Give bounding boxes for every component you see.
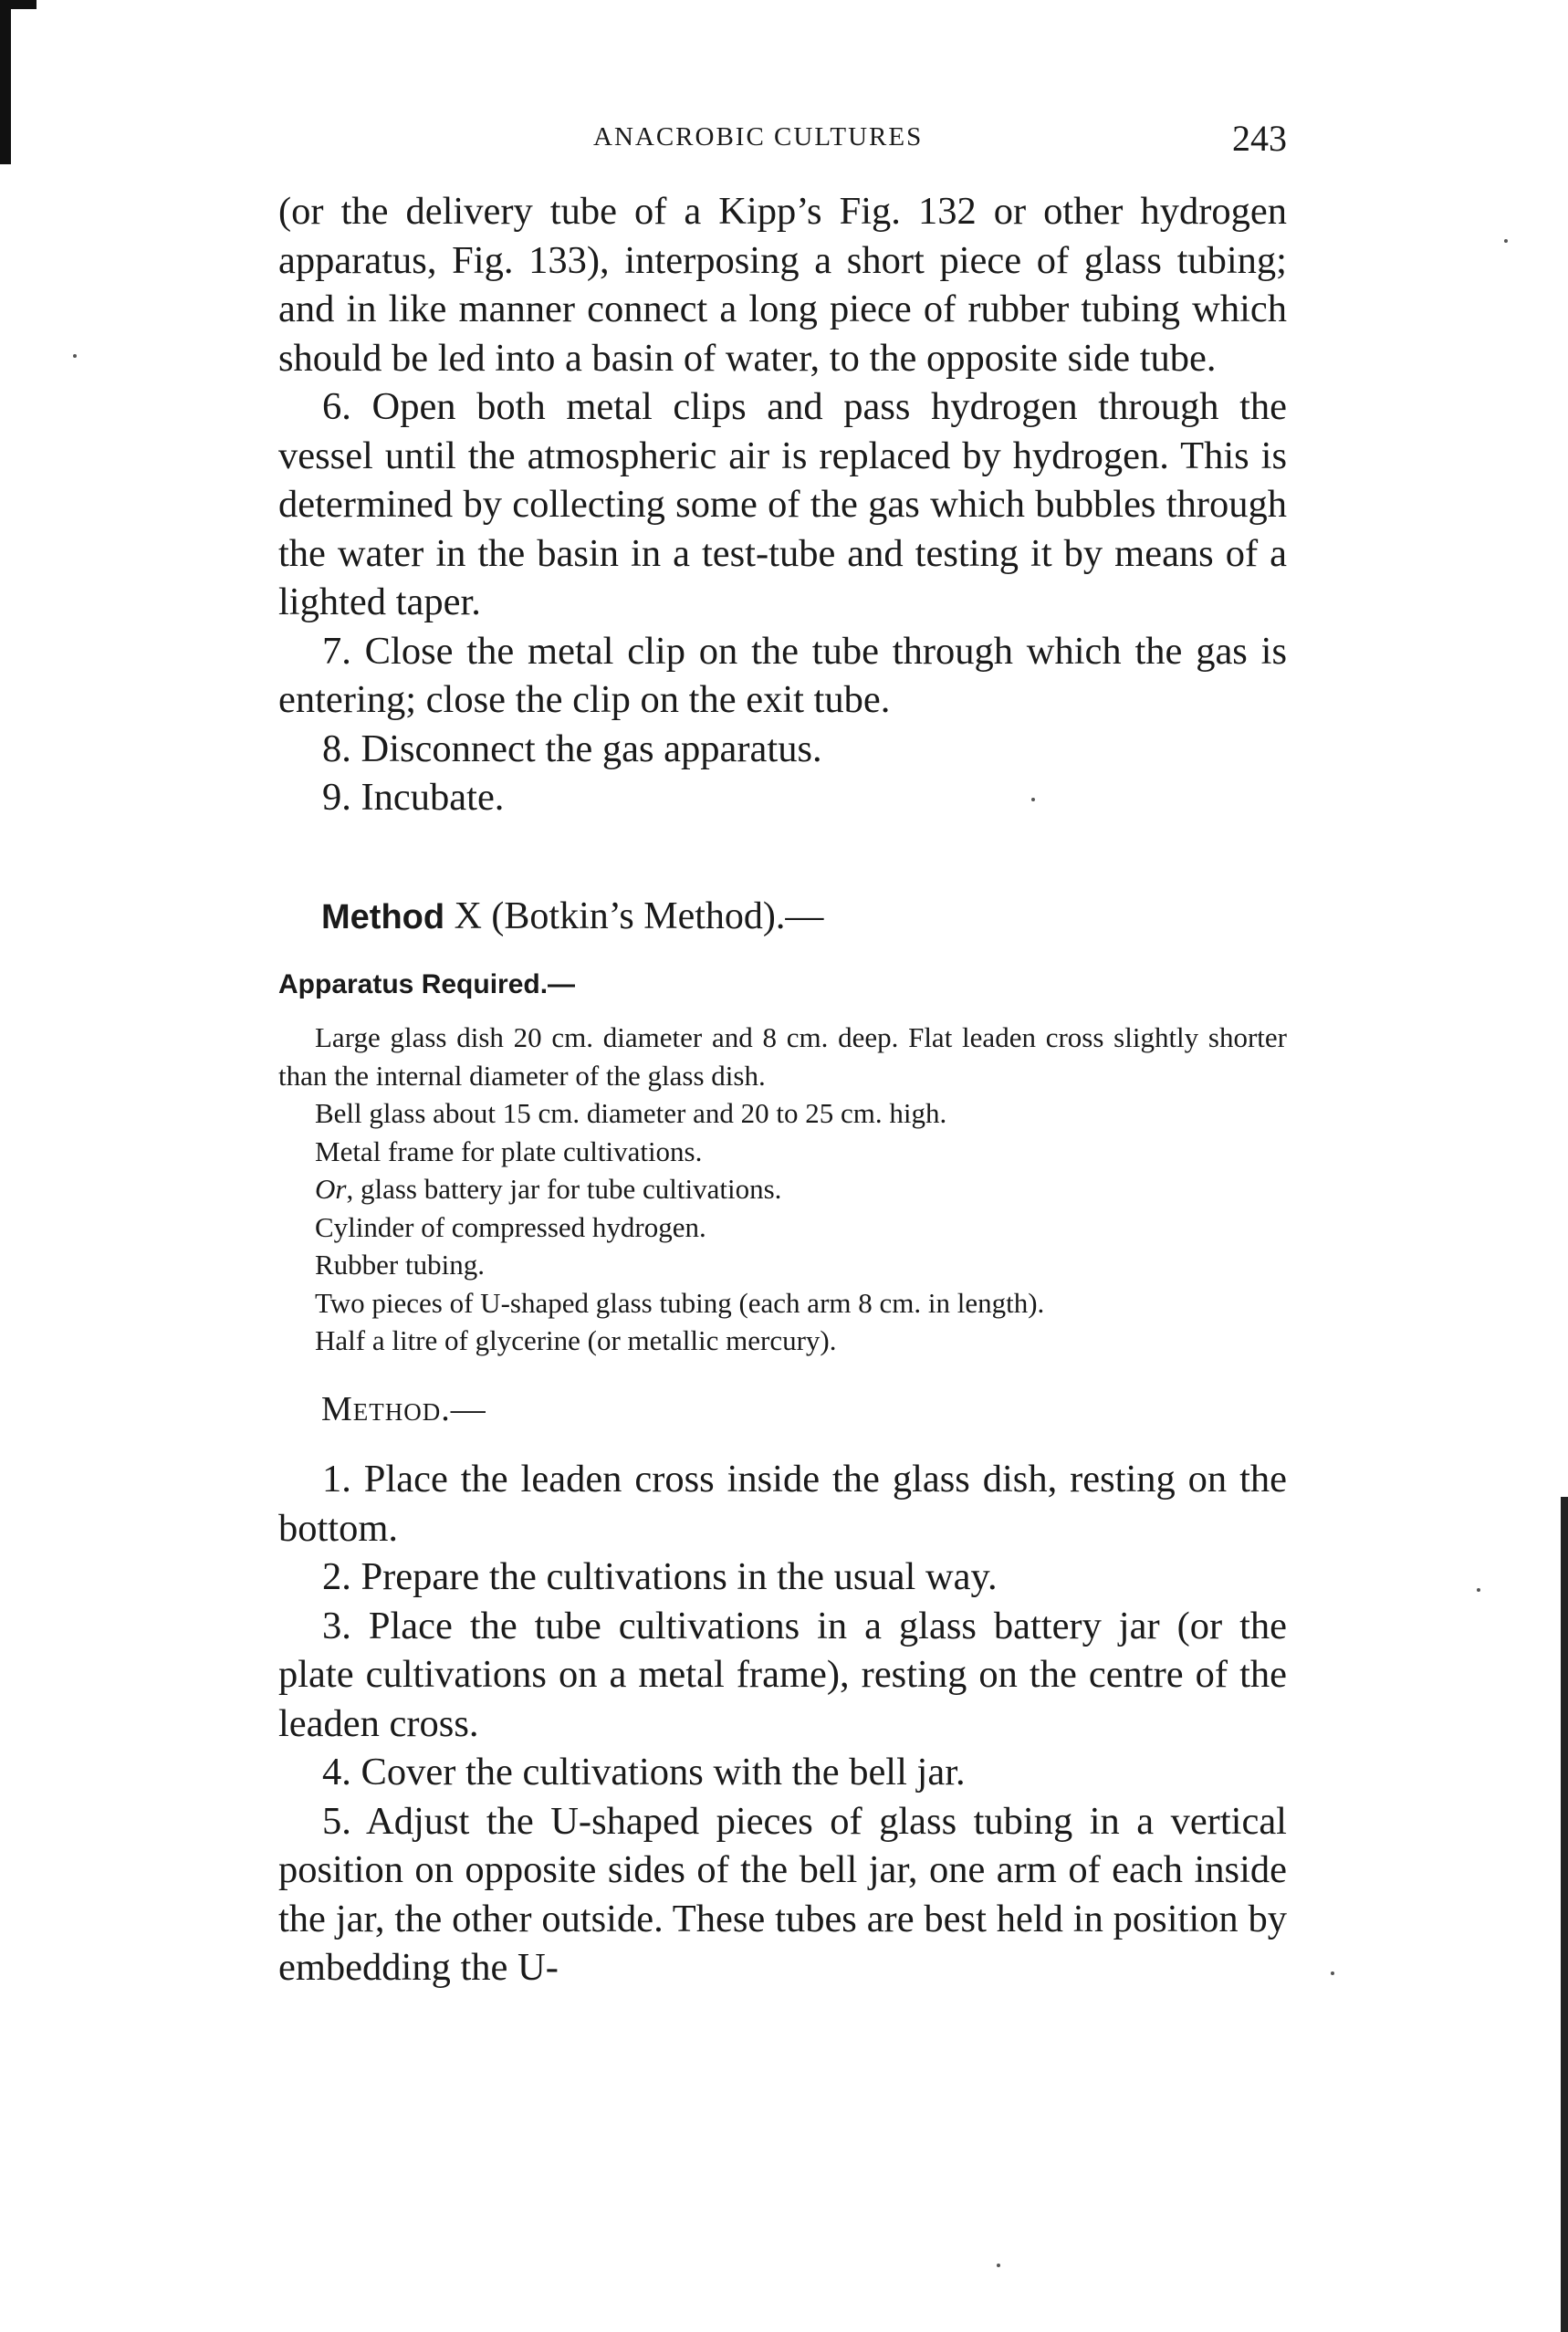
method-heading-rest: X (Botkin’s Method).— bbox=[454, 895, 824, 937]
apparatus-item: Rubber tubing. bbox=[315, 1249, 485, 1281]
step-paragraph: 1. Place the leaden cross inside the glass dish, resting on the bottom. bbox=[278, 1458, 1287, 1550]
scan-speck bbox=[1331, 1971, 1334, 1975]
scan-speck bbox=[73, 354, 77, 358]
apparatus-heading: Apparatus Required.— bbox=[278, 969, 576, 999]
scan-speck bbox=[1477, 1588, 1480, 1592]
step-paragraph: 3. Place the tube cultivations in a glass battery jar (or the plate cultivations on a metal frame), resting on the centre of the leaden cross. bbox=[278, 1604, 1287, 1745]
apparatus-item: Bell glass about 15 cm. diameter and 20 to 25 cm. high. bbox=[315, 1097, 947, 1129]
method-heading bbox=[321, 894, 823, 938]
method-heading-bold: Method bbox=[321, 898, 445, 936]
step-paragraph: 8. Disconnect the gas apparatus. bbox=[322, 727, 822, 770]
apparatus-item: Two pieces of U-shaped glass tubing (each arm 8 cm. in length). bbox=[315, 1286, 1045, 1319]
page-number: 243 bbox=[1232, 118, 1287, 159]
continuation-paragraph: (or the delivery tube of a Kipp’s Fig. 132 or other hydrogen apparatus, Fig. 133), interposing a short piece of glass tubing; and in like manner connect a long piece of rubber tubing which should be led into a basin of water, to the opposite side tube. bbox=[278, 190, 1287, 380]
step-paragraph: 7. Close the metal clip on the tube through which the gas is entering; close the clip on the exit tube. bbox=[278, 629, 1287, 721]
running-head: ANACROBIC CULTURES bbox=[593, 122, 924, 152]
apparatus-list bbox=[278, 1019, 1287, 1360]
step-paragraph: 2. Prepare the cultivations in the usual way. bbox=[322, 1555, 998, 1598]
method-label: Method.— bbox=[321, 1390, 486, 1428]
step-paragraph: 6. Open both metal clips and pass hydrogen through the vessel until the atmospheric air is replaced by hydrogen. This is determined by collecting some of the gas which bubbles through the water in the basin in a test-tube and testing it by means of a lighted taper. bbox=[278, 385, 1287, 623]
apparatus-item-or-rest: , glass battery jar for tube cultivations. bbox=[346, 1173, 782, 1205]
apparatus-item: Or, glass battery jar for tube cultivations. bbox=[315, 1173, 782, 1205]
step-paragraph: 4. Cover the cultivations with the bell jar. bbox=[322, 1751, 966, 1793]
scan-speck bbox=[1504, 239, 1508, 243]
page-header bbox=[283, 117, 1287, 162]
apparatus-item: Metal frame for plate cultivations. bbox=[315, 1135, 703, 1167]
step-paragraph: 5. Adjust the U-shaped pieces of glass tubing in a vertical position on opposite sides of the bell jar, one arm of each inside the jar, the other outside. These tubes are best held in position by embedding the U- bbox=[278, 1799, 1287, 1989]
scan-speck bbox=[997, 2264, 1000, 2267]
apparatus-item: Half a litre of glycerine (or metallic mercury). bbox=[315, 1324, 837, 1356]
apparatus-item: Cylinder of compressed hydrogen. bbox=[315, 1210, 706, 1243]
scan-corner-artifact bbox=[0, 0, 11, 164]
step-paragraph: 9. Incubate. bbox=[322, 776, 505, 819]
apparatus-item: Large glass dish 20 cm. diameter and 8 cm. deep. Flat leaden cross slightly shorter than the internal diameter of the glass dish. bbox=[278, 1021, 1287, 1092]
method-steps bbox=[278, 1455, 1287, 1992]
section-continuation bbox=[278, 187, 1287, 822]
scan-edge-artifact bbox=[1561, 1497, 1568, 2332]
